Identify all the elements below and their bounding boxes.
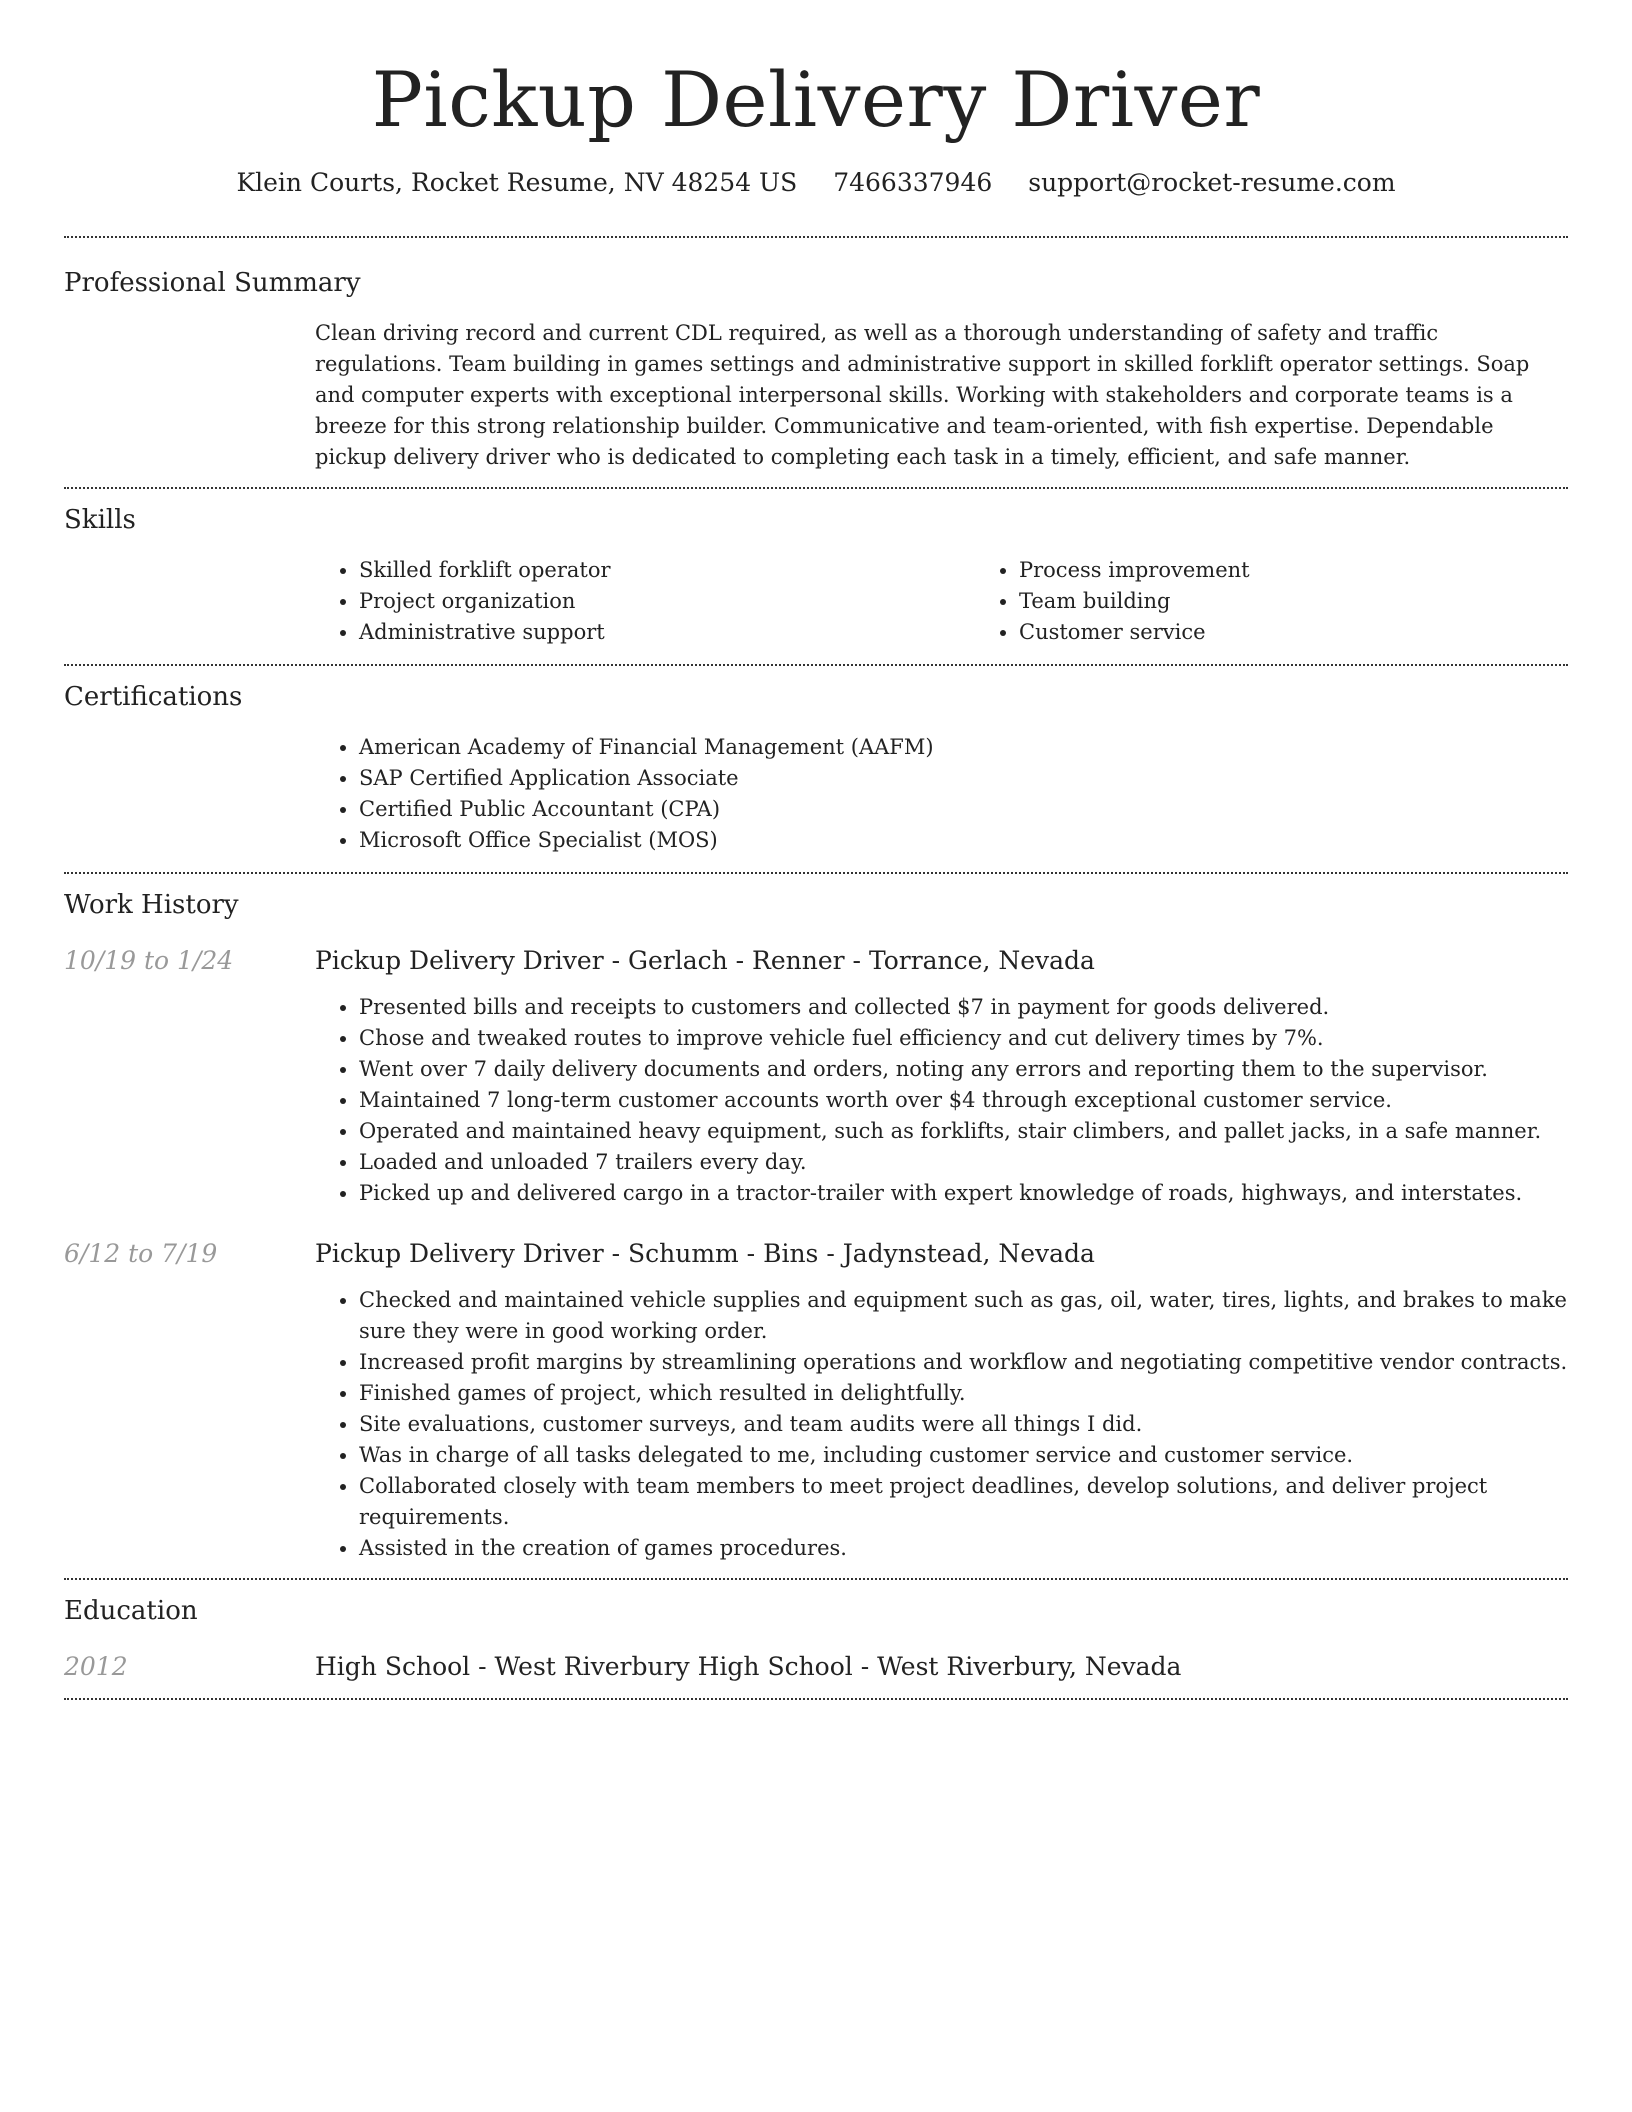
job-bullet: • Presented bills and receipts to customers and collected $7 in payment for goods delivered. — [359, 992, 1568, 1023]
resume-name: Pickup Delivery Driver — [371, 55, 1261, 144]
contact-address: Klein Courts, Rocket Resume, NV 48254 US — [236, 168, 798, 197]
section-title-summary: Professional Summary — [64, 268, 361, 298]
job-bullet: • Finished games of project, which resulted in delightfully. — [359, 1378, 1568, 1409]
certification-item: • SAP Certified Application Associate — [359, 763, 1568, 794]
certification-item: • Certified Public Accountant (CPA) — [359, 794, 1568, 825]
skills-list-right — [975, 555, 1632, 648]
skill-item: • Skilled forklift operator — [359, 555, 975, 586]
section-title-skills: Skills — [64, 505, 136, 535]
job-bullet: • Loaded and unloaded 7 trailers every day. — [359, 1147, 1568, 1178]
job-bullet: • Increased profit margins by streamlining operations and workflow and negotiating competitive vendor contracts. — [359, 1347, 1568, 1378]
certification-item: • Microsoft Office Specialist (MOS) — [359, 825, 1568, 856]
job-bullet: • Went over 7 daily delivery documents and orders, noting any errors and reporting them to the supervisor. — [359, 1054, 1568, 1085]
contact-line — [64, 166, 1568, 200]
job-bullet: • Checked and maintained vehicle supplies and equipment such as gas, oil, water, tires, lights, and brakes to make sure they were in good working order. — [359, 1285, 1568, 1347]
job-bullet: • Site evaluations, customer surveys, and team audits were all things I did. — [359, 1409, 1568, 1440]
section-title-work-history: Work History — [64, 890, 239, 920]
job-bullets — [315, 1285, 1568, 1564]
job-title: Pickup Delivery Driver - Schumm - Bins - Jadynstead, Nevada — [315, 1239, 1095, 1268]
job-bullet: • Assisted in the creation of games procedures. — [359, 1533, 1568, 1564]
skill-item: • Customer service — [1019, 617, 1632, 648]
job-entry — [64, 944, 1568, 1209]
job-dates: 6/12 to 7/19 — [64, 1239, 218, 1268]
skill-item: • Project organization — [359, 586, 975, 617]
job-title: Pickup Delivery Driver - Gerlach - Renner - Torrance, Nevada — [315, 946, 1095, 975]
skill-item: • Administrative support — [359, 617, 975, 648]
education-title: High School - West Riverbury High School - West Riverbury, Nevada — [315, 1652, 1182, 1681]
summary-section — [64, 238, 1568, 487]
job-bullet: • Operated and maintained heavy equipment, such as forklifts, stair climbers, and pallet jacks, in a safe manner. — [359, 1116, 1568, 1147]
section-title-education: Education — [64, 1596, 198, 1626]
certifications-section — [64, 666, 1568, 872]
skills-list-left — [315, 555, 975, 648]
job-bullet: • Maintained 7 long-term customer accounts worth over $4 through exceptional customer service. — [359, 1085, 1568, 1116]
job-bullet: • Chose and tweaked routes to improve vehicle fuel efficiency and cut delivery times by 7%. — [359, 1023, 1568, 1054]
certifications-list — [315, 732, 1568, 856]
job-bullet: • Was in charge of all tasks delegated to me, including customer service and customer service. — [359, 1440, 1568, 1471]
divider — [64, 1698, 1568, 1700]
skill-item: • Team building — [1019, 586, 1632, 617]
work-history-section — [64, 874, 1568, 1564]
contact-email: support@rocket-resume.com — [1028, 168, 1396, 197]
skills-section — [64, 489, 1568, 664]
education-entry — [64, 1650, 1568, 1684]
contact-phone: 7466337946 — [833, 168, 993, 197]
section-title-certifications: Certifications — [64, 682, 243, 712]
education-section — [64, 1580, 1568, 1684]
job-bullets — [315, 992, 1568, 1209]
summary-text: Clean driving record and current CDL required, as well as a thorough understanding of safety and traffic regulations. Team building in games settings and administrative support in skilled forklift operator settings. Soap and computer experts with exceptional interpersonal skills. Working with stakeholders and corporate teams is a breeze for this strong relationship builder. Communicative and team-oriented, with fish expertise. Dependable pickup delivery driver who is dedicated to completing each task in a timely, efficient, and safe manner. — [315, 321, 1530, 469]
job-bullet: • Picked up and delivered cargo in a tractor-trailer with expert knowledge of roads, highways, and interstates. — [359, 1178, 1568, 1209]
certification-item: • American Academy of Financial Management (AAFM) — [359, 732, 1568, 763]
skills-grid — [315, 555, 1632, 648]
job-bullet: • Collaborated closely with team members to meet project deadlines, develop solutions, and deliver project requirements. — [359, 1471, 1568, 1533]
skill-item: • Process improvement — [1019, 555, 1632, 586]
education-year: 2012 — [64, 1652, 128, 1681]
job-entry — [64, 1237, 1568, 1564]
job-dates: 10/19 to 1/24 — [64, 946, 234, 975]
